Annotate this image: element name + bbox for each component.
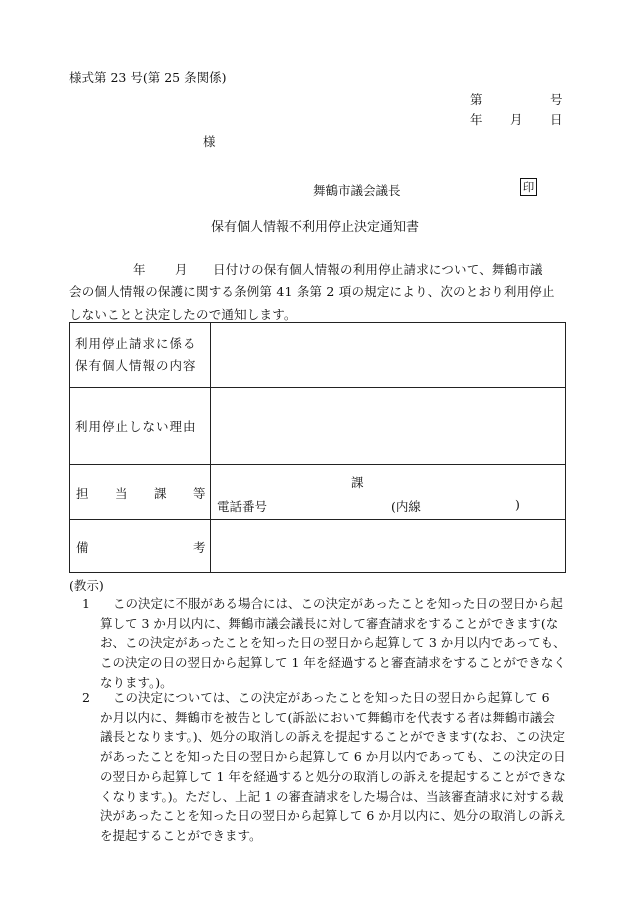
intro-line-3: しないことと決定したので通知します。 bbox=[69, 307, 297, 322]
reason-value-cell bbox=[211, 388, 566, 465]
date-day: 日 bbox=[550, 112, 563, 127]
extension-open: (内線 bbox=[391, 499, 421, 514]
addressee-suffix: 様 bbox=[203, 134, 216, 149]
form-number: 様式第 23 号(第 25 条関係) bbox=[69, 70, 227, 85]
note-item bbox=[82, 594, 566, 693]
decision-table bbox=[69, 322, 566, 573]
table-row bbox=[70, 323, 566, 388]
note-number: 1 bbox=[82, 596, 90, 611]
staff-label-char: 課 bbox=[154, 486, 167, 501]
staff-value-cell bbox=[211, 465, 566, 520]
number-suffix: 号 bbox=[550, 92, 563, 107]
intro-line-2: 会の個人情報の保護に関する条例第 41 条第 2 項の規定により、次のとおり利用停止 bbox=[69, 284, 555, 299]
note-item bbox=[82, 688, 566, 846]
staff-label-chars bbox=[70, 482, 210, 502]
document-title: 保有個人情報不利用停止決定通知書 bbox=[210, 220, 419, 235]
intro-month: 月 bbox=[175, 262, 188, 277]
seal-mark: 印 bbox=[520, 178, 537, 196]
notes-heading: (教示) bbox=[69, 578, 104, 593]
table-row bbox=[70, 388, 566, 465]
content-value-cell bbox=[211, 323, 566, 388]
staff-label-char: 当 bbox=[115, 486, 128, 501]
note-number: 2 bbox=[82, 690, 90, 705]
date-year: 年 bbox=[470, 112, 483, 127]
remarks-label bbox=[70, 520, 211, 573]
intro-line-1-text: 日付けの保有個人情報の利用停止請求について、舞鶴市議 bbox=[213, 262, 543, 277]
note-text: この決定については、この決定があったことを知った日の翌日から起算して 6 か月以内に、舞鶴市を被告として(訴訟において舞鶴市を代表する者は舞鶴市議会議長となります。)、処分の取消しの訴えを提起することができます(なお、この決定があったことを知った日の翌日から起算して 6 か月以内であっても、この決定の日の翌日から起算して 1 年を経過すると処分の取消しの訴えを提起することができなくなります。)。ただし、上記 1 の審査請求をした場合は、当該審査請求に対する裁決があったことを知った日の翌日から起算して 6 か月以内に、処分の取消しの訴えを提起することができます。 bbox=[100, 690, 566, 843]
intro-year: 年 bbox=[133, 262, 146, 277]
number-prefix: 第 bbox=[470, 92, 483, 107]
remarks-label-chars bbox=[70, 536, 210, 556]
staff-label-char: 担 bbox=[76, 486, 89, 501]
issuer-name: 舞鶴市議会議長 bbox=[313, 183, 401, 198]
phone-label: 電話番号 bbox=[217, 499, 268, 514]
date-month: 月 bbox=[510, 112, 523, 127]
content-label-line-1: 利用停止請求に係る bbox=[75, 336, 197, 351]
table-row bbox=[70, 520, 566, 573]
staff-label-char: 等 bbox=[193, 486, 206, 501]
reason-label: 利用停止しない理由 bbox=[70, 388, 211, 465]
remarks-label-char: 備 bbox=[76, 540, 89, 555]
note-text: この決定に不服がある場合には、この決定があったことを知った日の翌日から起算して 3 か月以内に、舞鶴市議会議長に対して審査請求をすることができます(なお、この決定があったことを知った日の翌日から起算して 3 か月以内であっても、この決定の日の翌日から起算して 1 年を経過すると審査請求をすることができなくなります。)。 bbox=[100, 596, 566, 690]
content-label bbox=[70, 323, 211, 388]
extension-close: ) bbox=[515, 497, 520, 512]
content-label-line-2: 保有個人情報の内容 bbox=[75, 358, 197, 373]
section-suffix: 課 bbox=[351, 475, 364, 490]
remarks-label-char: 考 bbox=[193, 540, 206, 555]
table-row bbox=[70, 465, 566, 520]
remarks-value-cell bbox=[211, 520, 566, 573]
staff-label bbox=[70, 465, 211, 520]
